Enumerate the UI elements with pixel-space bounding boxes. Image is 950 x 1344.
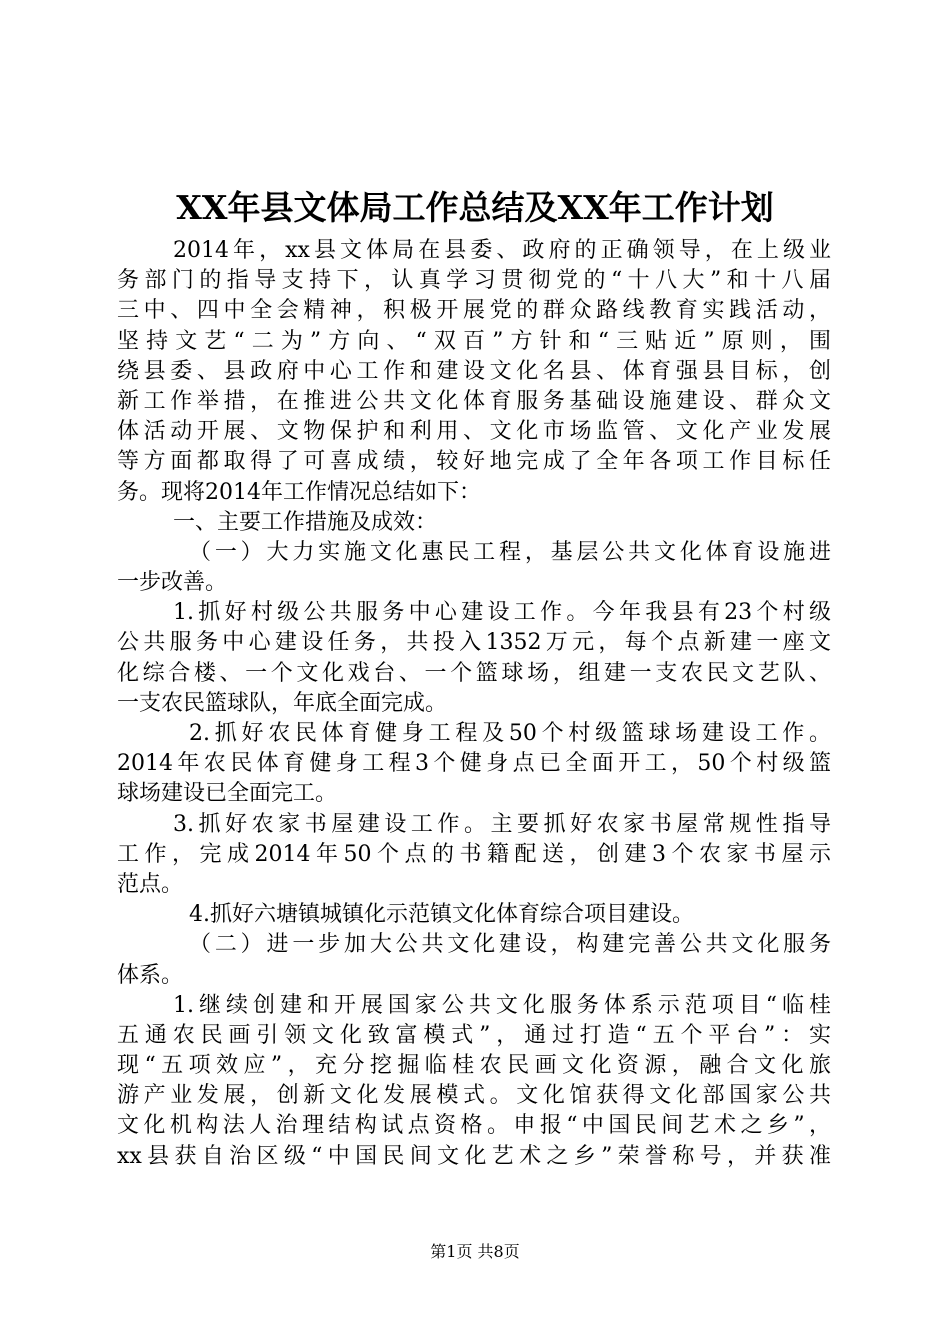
text-line: 工作，完成2014年50个点的书籍配送，创建3个农家书屋示	[117, 841, 831, 867]
text-line: 务。现将2014年工作情况总结如下：	[117, 479, 481, 505]
text-line: 体活动开展、文物保护和利用、文化市场监管、文化产业发展	[117, 419, 831, 445]
text-line: 三中、四中全会精神，积极开展党的群众路线教育实践活动，	[117, 298, 831, 324]
page-number-footer: 第1页 共8页	[430, 1242, 520, 1261]
text-line: 1.抓好村级公共服务中心建设工作。今年我县有23个村级	[173, 600, 831, 626]
text-line: 等方面都取得了可喜成绩，较好地完成了全年各项工作目标任	[117, 449, 831, 475]
text-line: 一步改善。	[117, 570, 228, 596]
text-line: 文化机构法人治理结构试点资格。申报“中国民间艺术之乡”，	[117, 1113, 831, 1139]
text-line: 新工作举措，在推进公共文化体育服务基础设施建设、群众文	[117, 388, 831, 414]
text-line: 现“五项效应”，充分挖掘临桂农民画文化资源，融合文化旅	[117, 1053, 831, 1079]
subsection-heading: （二）进一步加大公共文化建设，构建完善公共文化服务	[189, 932, 831, 958]
text-line: 范点。	[117, 871, 184, 897]
text-line: 五通农民画引领文化致富模式”，通过打造“五个平台”：实	[117, 1022, 831, 1048]
text-line: 体系。	[117, 962, 184, 988]
document-title: XX年县文体局工作总结及XX年工作计划	[176, 188, 774, 227]
text-line: 1.继续创建和开展国家公共文化服务体系示范项目“临桂	[173, 992, 831, 1018]
text-line: 2014年，xx县文体局在县委、政府的正确领导，在上级业	[173, 238, 831, 263]
text-line: 3.抓好农家书屋建设工作。主要抓好农家书屋常规性指导	[173, 811, 831, 837]
document-body	[117, 236, 831, 1172]
text-line: 2.抓好农民体育健身工程及50个村级篮球场建设工作。	[189, 721, 831, 746]
text-line: 务部门的指导支持下，认真学习贯彻党的“十八大”和十八届	[117, 268, 831, 294]
text-line: 游产业发展，创新文化发展模式。文化馆获得文化部国家公共	[117, 1083, 831, 1109]
subsection-heading: （一）大力实施文化惠民工程，基层公共文化体育设施进	[189, 539, 831, 565]
text-line: xx县获自治区级“中国民间文化艺术之乡”荣誉称号，并获准	[117, 1143, 831, 1169]
text-line: 公共服务中心建设任务，共投入1352万元，每个点新建一座文	[117, 630, 831, 656]
text-line: 一支农民篮球队，年底全面完成。	[117, 690, 448, 716]
text-line: 4.抓好六塘镇城镇化示范镇文化体育综合项目建设。	[189, 902, 694, 928]
text-line: 绕县委、县政府中心工作和建设文化名县、体育强县目标，创	[117, 358, 831, 384]
text-line: 坚持文艺“二为”方向、“双百”方针和“三贴近”原则，围	[117, 328, 831, 354]
text-line: 化综合楼、一个文化戏台、一个篮球场，组建一支农民文艺队、	[117, 660, 831, 686]
text-line: 2014年农民体育健身工程3个健身点已全面开工，50个村级篮	[117, 751, 831, 777]
text-line: 球场建设已全面完工。	[117, 781, 338, 807]
section-heading: 一、主要工作措施及成效：	[173, 509, 438, 535]
